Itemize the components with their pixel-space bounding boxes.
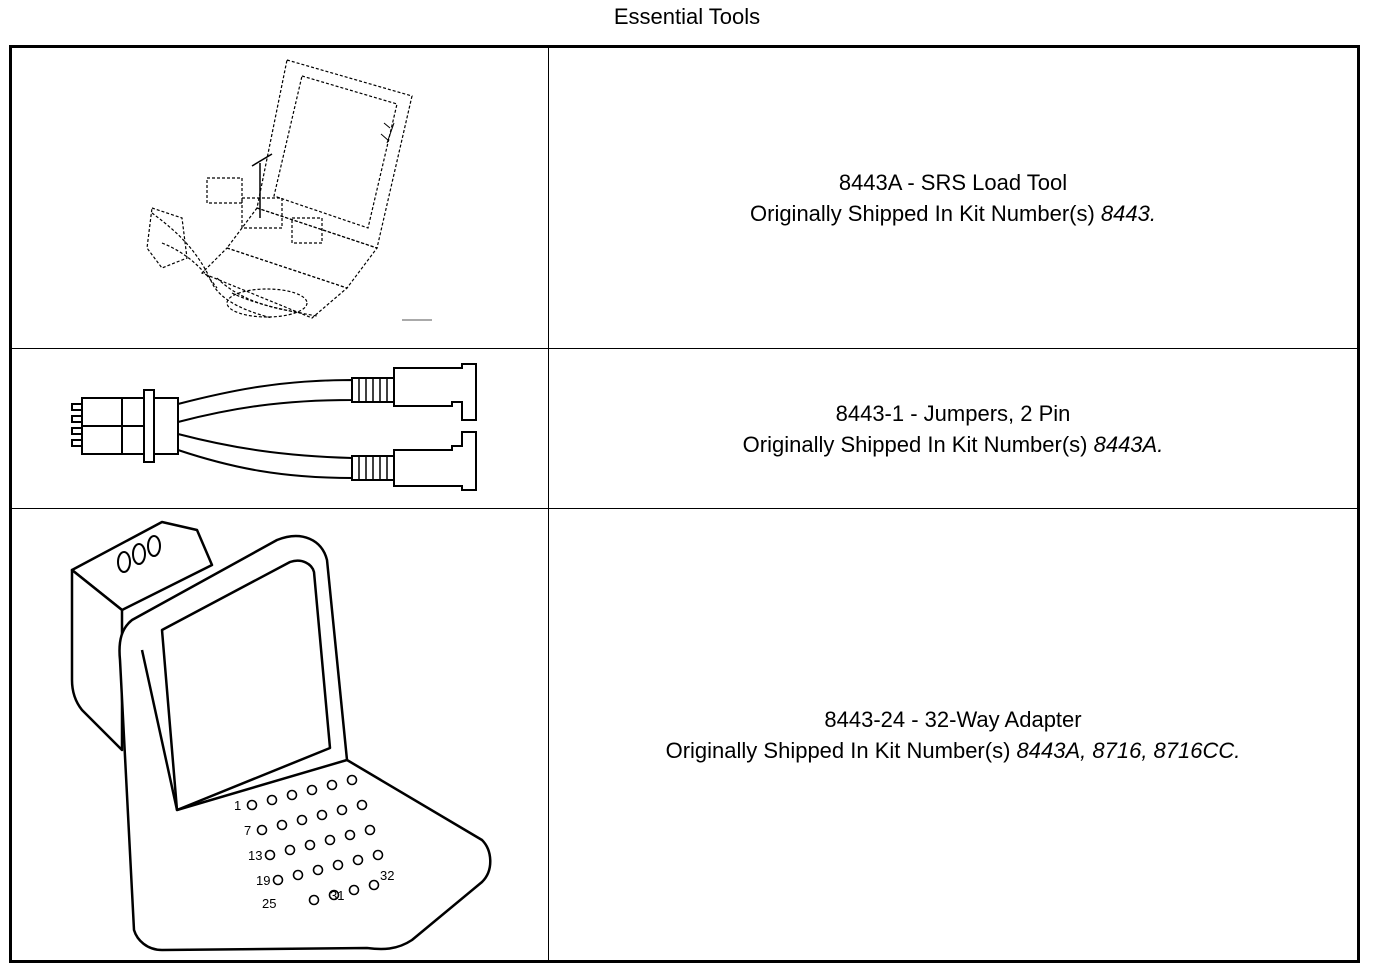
kit-line [549, 429, 1357, 460]
tool-name: 8443-24 - 32-Way Adapter [824, 706, 1082, 732]
tool-description [549, 47, 1359, 349]
table-row [11, 349, 1359, 509]
kit-prefix: Originally Shipped In Kit Number(s) [665, 737, 1017, 763]
srs-load-tool-illustration [12, 48, 548, 348]
kit-numbers: 8443. [1100, 201, 1156, 226]
32-way-adapter-illustration [12, 510, 548, 960]
pin-label: 31 [330, 887, 345, 903]
kit-line [549, 198, 1357, 229]
kit-numbers: 8443A. [1093, 431, 1164, 457]
tool-description [549, 349, 1359, 509]
kit-prefix: Originally Shipped In Kit Number(s) [750, 201, 1101, 226]
tool-description [549, 509, 1359, 962]
jumpers-2-pin-illustration [12, 350, 548, 508]
tool-name: 8443A - SRS Load Tool [838, 170, 1068, 195]
tool-name: 8443-1 - Jumpers, 2 Pin [835, 400, 1071, 426]
pin-label: 7 [244, 822, 252, 838]
pin-label: 19 [256, 872, 271, 888]
kit-numbers: 8443A, 8716, 8716CC. [1016, 737, 1241, 763]
kit-line [549, 735, 1357, 766]
pin-label: 1 [234, 797, 242, 813]
tool-image-cell [11, 509, 549, 962]
kit-prefix: Originally Shipped In Kit Number(s) [742, 431, 1094, 457]
table-row [11, 47, 1359, 349]
tools-table [9, 45, 1360, 963]
table-row [11, 509, 1359, 962]
pin-label: 13 [248, 847, 263, 863]
tool-image-cell [11, 349, 549, 509]
pin-label: 25 [262, 895, 277, 911]
pin-label: 32 [380, 867, 395, 883]
tool-image-cell [11, 47, 549, 349]
page-title: Essential Tools [613, 4, 761, 29]
